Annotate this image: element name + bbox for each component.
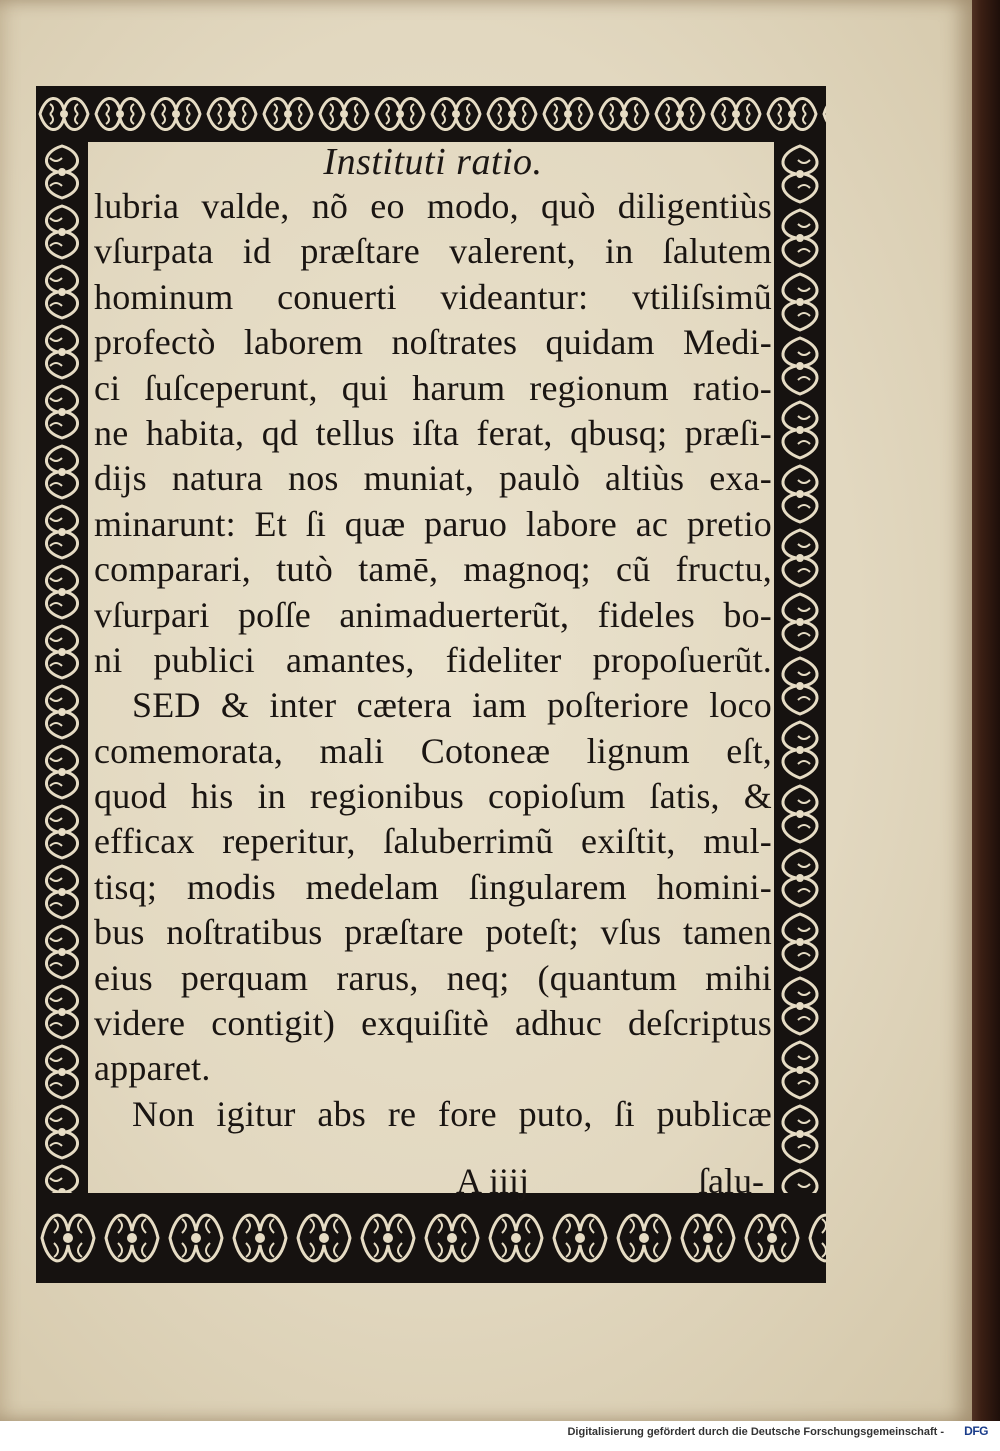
text-line: dijs natura nos muniat, paulò altiùs exa- [94,458,772,499]
text-line: minarunt: Et ſi quæ paruo labore ac pretio [94,503,772,544]
text-line: ci ſuſceperunt, qui harum regionum ratio- [94,367,772,408]
text-line: SED & inter cætera iam poſteriore loco [132,685,772,726]
ornamental-border-left [36,142,88,1193]
ornamental-border-right [774,142,826,1193]
text-line: Non igitur abs re fore puto, ſi publicæ [132,1093,772,1134]
text-line: profectò laborem noſtrates quidam Medi- [94,322,772,363]
text-line: lubria valde, nõ eo modo, quò diligentiùs [94,186,772,226]
text-line: hominum conuerti videantur: vtiliſsimũ [94,276,772,317]
text-line: apparet. [94,1048,211,1089]
ornamental-border-bottom [36,1193,826,1283]
text-line: comparari, tutò tamē, magnoq; cũ fructu, [94,549,772,590]
text-line: ne habita, qd tellus iſta ferat, qbusq; præſi- [94,412,772,453]
text-line: vſurpari poſſe animaduerterũt, fideles bo- [94,594,772,635]
text-line: bus noſtratibus præſtare poteſt; vſus tamen [94,912,772,953]
text-line: vſurpata id præſtare valerent, in ſalutem [94,231,772,272]
dfg-logo: DFG [964,1424,988,1438]
text-block [94,140,772,1201]
catchword: ſalu- [698,1161,764,1201]
text-line: eius perquam rarus, neq; (quantum mihi [94,957,772,998]
text-line: comemorata, mali Cotoneæ lignum eſt, [94,730,772,771]
signature-line [94,1161,772,1201]
book-cover-edge [968,0,1000,1451]
digitization-credit: Digitalisierung gefördert durch die Deutsche Forschungsgemeinschaft - [567,1426,944,1438]
running-head: Instituti ratio. [323,141,543,183]
ornamental-border-top [36,86,826,142]
text-line: efficax reperitur, ſaluberrimũ exiſtit, mul- [94,821,772,862]
text-line: videre contigit) exquiſitè adhuc deſcriptus [94,1003,772,1044]
body-text [94,184,772,1137]
text-line: quod his in regionibus copioſum ſatis, & [94,776,772,817]
text-line: tisq; modis medelam ſingularem homini- [94,866,772,907]
signature-mark: A iiij [456,1161,530,1201]
text-line: ni publici amantes, fideliter propoſuerũt. [94,639,772,680]
